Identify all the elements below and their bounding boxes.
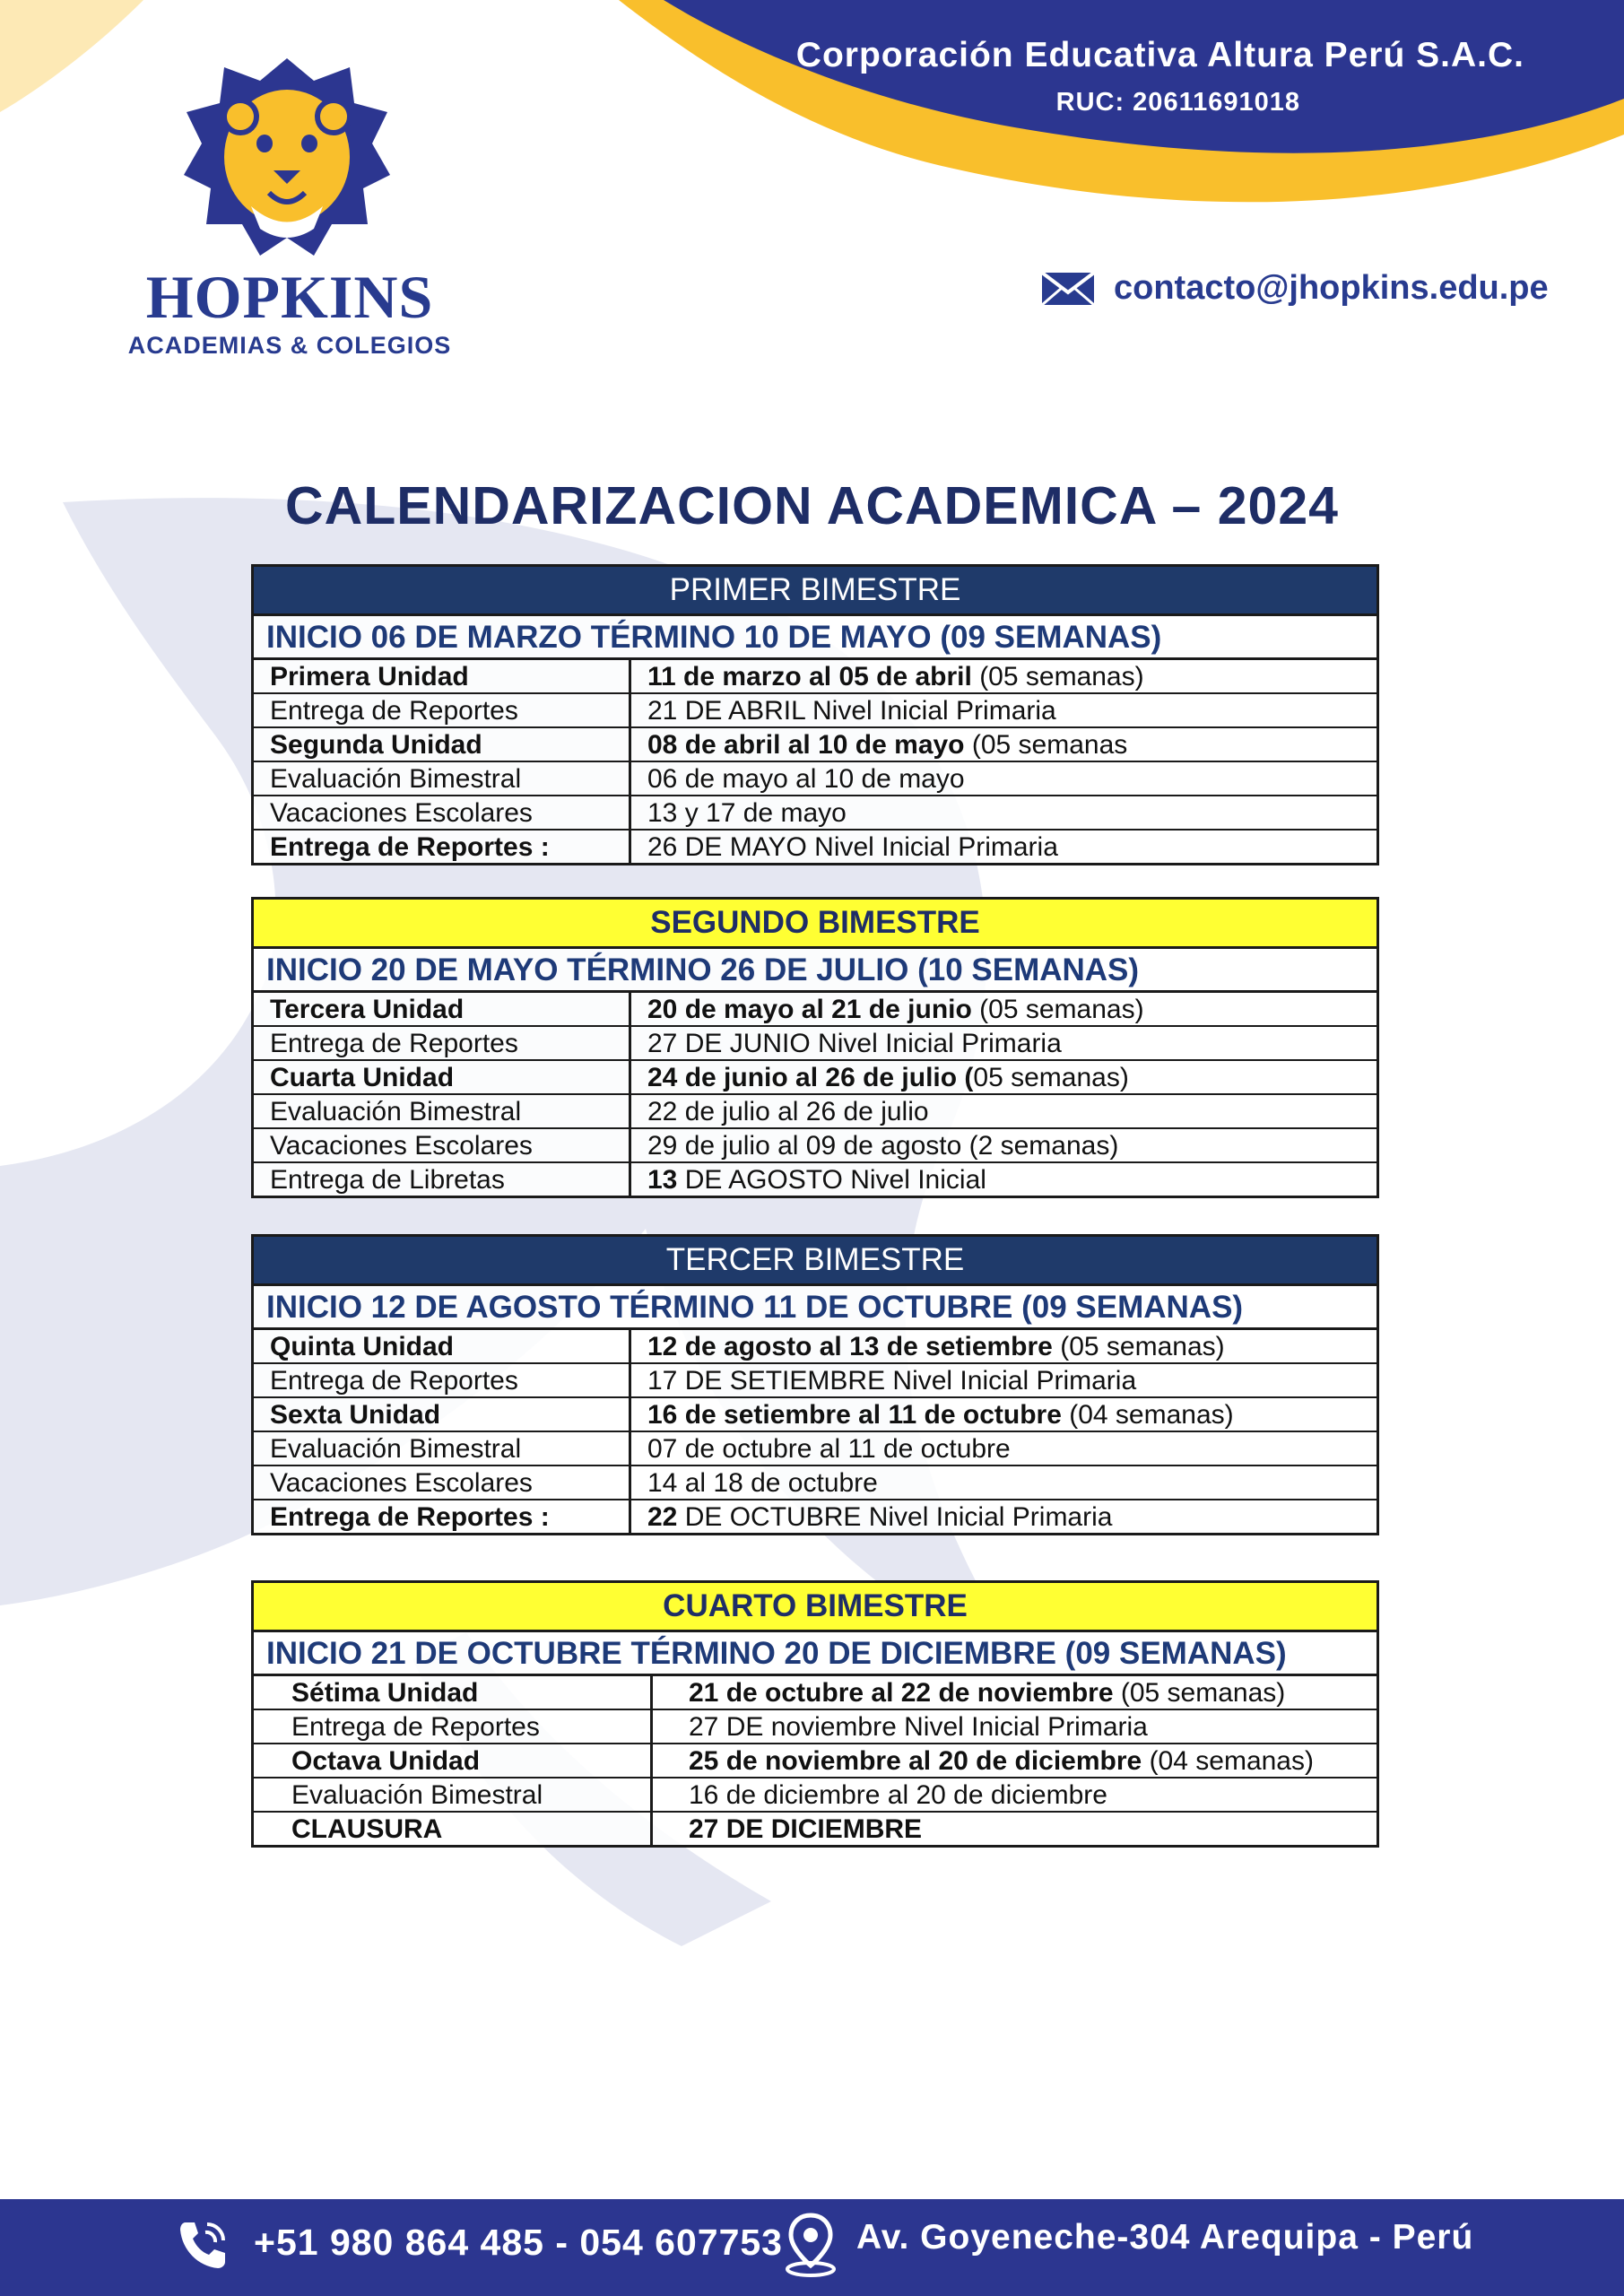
row-label: Evaluación Bimestral xyxy=(254,762,631,795)
row-value-text: DE AGOSTO Nivel Inicial xyxy=(677,1165,986,1195)
row-value-text: 16 de diciembre al 20 de diciembre xyxy=(689,1780,1107,1810)
page-title: CALENDARIZACION ACADEMICA – 2024 xyxy=(285,476,1339,535)
table-row xyxy=(254,1744,1376,1779)
row-value xyxy=(631,660,1376,692)
row-value xyxy=(631,1466,1376,1499)
row-label: Entrega de Reportes xyxy=(254,694,631,726)
bimestre-table-1 xyxy=(251,564,1379,865)
phone-icon xyxy=(175,2217,230,2273)
table-row xyxy=(254,1710,1376,1744)
contact-email[interactable]: contacto@jhopkins.edu.pe xyxy=(1114,269,1549,307)
bimestre-heading: TERCER BIMESTRE xyxy=(254,1234,1376,1286)
row-label: Sexta Unidad xyxy=(254,1398,631,1431)
row-value-bold: 08 de abril al 10 de mayo xyxy=(647,730,965,760)
mail-icon xyxy=(1040,269,1096,309)
table-row xyxy=(254,1330,1376,1364)
row-label: Vacaciones Escolares xyxy=(254,1129,631,1161)
row-value-text: 05 semanas) xyxy=(973,1063,1129,1092)
row-value-bold: 12 de agosto al 13 de setiembre xyxy=(647,1332,1053,1361)
row-value-text: (05 semanas xyxy=(964,730,1128,760)
table-row xyxy=(254,1813,1376,1845)
row-value xyxy=(631,831,1376,863)
row-label: Cuarta Unidad xyxy=(254,1061,631,1093)
table-row xyxy=(254,1466,1376,1500)
table-row xyxy=(254,1779,1376,1813)
row-value-bold: 22 xyxy=(647,1502,678,1532)
table-row xyxy=(254,1095,1376,1129)
row-value xyxy=(631,1500,1376,1533)
bimestre-period: INICIO 12 DE AGOSTO TÉRMINO 11 DE OCTUBRE (09 SEMANAS) xyxy=(254,1286,1376,1330)
table-row xyxy=(254,1061,1376,1095)
row-value-text: 22 de julio al 26 de julio xyxy=(647,1097,929,1126)
table-row xyxy=(254,1027,1376,1061)
row-value xyxy=(653,1676,1376,1709)
row-value-text: 06 de mayo al 10 de mayo xyxy=(647,764,965,794)
bimestre-period: INICIO 06 DE MARZO TÉRMINO 10 DE MAYO (09 SEMANAS) xyxy=(254,616,1376,660)
table-row xyxy=(254,1364,1376,1398)
row-value-bold: 13 xyxy=(647,1165,678,1195)
table-row xyxy=(254,728,1376,762)
row-label: Evaluación Bimestral xyxy=(254,1095,631,1127)
row-value xyxy=(631,993,1376,1025)
row-value-text: (05 semanas) xyxy=(971,662,1144,691)
row-value-text: 29 de julio al 09 de agosto (2 semanas) xyxy=(647,1131,1119,1161)
table-row xyxy=(254,1432,1376,1466)
row-label: Entrega de Libretas xyxy=(254,1163,631,1196)
bimestre-heading: SEGUNDO BIMESTRE xyxy=(254,897,1376,949)
footer-address: Av. Goyeneche-304 Arequipa - Perú xyxy=(856,2218,1474,2257)
row-label: Evaluación Bimestral xyxy=(254,1779,653,1811)
table-row xyxy=(254,796,1376,831)
brand-subtitle: ACADEMIAS & COLEGIOS xyxy=(127,332,452,359)
row-value-bold: 27 DE DICIEMBRE xyxy=(689,1814,923,1844)
table-row xyxy=(254,993,1376,1027)
row-value xyxy=(631,1398,1376,1431)
row-value-bold: 16 de setiembre al 11 de octubre xyxy=(647,1400,1062,1430)
table-row xyxy=(254,694,1376,728)
table-row xyxy=(254,762,1376,796)
row-value-text: 13 y 17 de mayo xyxy=(647,798,847,828)
row-label: Entrega de Reportes xyxy=(254,1027,631,1059)
brand-name: HOPKINS xyxy=(145,263,434,331)
row-label: Octava Unidad xyxy=(254,1744,653,1777)
row-label: Primera Unidad xyxy=(254,660,631,692)
company-ruc: RUC: 20611691018 xyxy=(1055,88,1300,117)
row-value-text: 21 DE ABRIL Nivel Inicial Primaria xyxy=(647,696,1056,726)
row-label: CLAUSURA xyxy=(254,1813,653,1845)
row-label: Tercera Unidad xyxy=(254,993,631,1025)
row-value xyxy=(631,1061,1376,1093)
company-name: Corporación Educativa Altura Perú S.A.C. xyxy=(795,36,1524,74)
footer-phones[interactable]: +51 980 864 485 - 054 607753 xyxy=(254,2222,783,2263)
row-label: Entrega de Reportes xyxy=(254,1710,653,1743)
row-label: Entrega de Reportes : xyxy=(254,1500,631,1533)
row-value-text: 14 al 18 de octubre xyxy=(647,1468,878,1498)
row-value-text: 27 DE JUNIO Nivel Inicial Primaria xyxy=(647,1029,1062,1058)
row-label: Entrega de Reportes : xyxy=(254,831,631,863)
row-value xyxy=(631,1364,1376,1396)
row-value xyxy=(631,694,1376,726)
row-value-text: 27 DE noviembre Nivel Inicial Primaria xyxy=(689,1712,1148,1742)
bimestre-period: INICIO 21 DE OCTUBRE TÉRMINO 20 DE DICIEMBRE (09 SEMANAS) xyxy=(254,1632,1376,1676)
table-row xyxy=(254,831,1376,863)
row-label: Vacaciones Escolares xyxy=(254,796,631,829)
row-value xyxy=(631,1027,1376,1059)
table-row xyxy=(254,1398,1376,1432)
row-label: Entrega de Reportes xyxy=(254,1364,631,1396)
row-value xyxy=(653,1779,1376,1811)
location-pin-icon xyxy=(782,2212,839,2278)
row-value-text: 26 DE MAYO Nivel Inicial Primaria xyxy=(647,832,1058,862)
row-value xyxy=(631,1330,1376,1362)
bimestre-period: INICIO 20 DE MAYO TÉRMINO 26 DE JULIO (10 SEMANAS) xyxy=(254,949,1376,993)
row-value-bold: 24 de junio al 26 de julio ( xyxy=(647,1063,974,1092)
row-value xyxy=(631,1163,1376,1196)
row-label: Quinta Unidad xyxy=(254,1330,631,1362)
row-value-text: (04 semanas) xyxy=(1142,1746,1314,1776)
row-value-text: 17 DE SETIEMBRE Nivel Inicial Primaria xyxy=(647,1366,1137,1396)
bimestre-table-2 xyxy=(251,897,1379,1198)
row-value xyxy=(631,796,1376,829)
row-label: Sétima Unidad xyxy=(254,1676,653,1709)
row-value-text: (05 semanas) xyxy=(971,995,1144,1024)
row-value xyxy=(653,1813,1376,1845)
row-value-text: 07 de octubre al 11 de octubre xyxy=(647,1434,1011,1464)
row-label: Segunda Unidad xyxy=(254,728,631,761)
row-value xyxy=(631,728,1376,761)
row-label: Vacaciones Escolares xyxy=(254,1466,631,1499)
row-value xyxy=(631,762,1376,795)
bimestre-heading: PRIMER BIMESTRE xyxy=(254,564,1376,616)
bimestre-table-3 xyxy=(251,1234,1379,1535)
table-row xyxy=(254,1129,1376,1163)
bimestre-table-4 xyxy=(251,1580,1379,1848)
row-value-bold: 11 de marzo al 05 de abril xyxy=(647,662,972,691)
row-value-text: (05 semanas) xyxy=(1052,1332,1225,1361)
row-value-bold: 25 de noviembre al 20 de diciembre xyxy=(689,1746,1142,1776)
row-value-bold: 20 de mayo al 21 de junio xyxy=(647,995,972,1024)
row-value-text: (05 semanas) xyxy=(1113,1678,1286,1708)
row-label: Evaluación Bimestral xyxy=(254,1432,631,1465)
row-value-text: (04 semanas) xyxy=(1061,1400,1234,1430)
row-value xyxy=(653,1744,1376,1777)
table-row xyxy=(254,660,1376,694)
row-value xyxy=(631,1129,1376,1161)
table-row xyxy=(254,1676,1376,1710)
row-value-bold: 21 de octubre al 22 de noviembre xyxy=(689,1678,1114,1708)
row-value-text: DE OCTUBRE Nivel Inicial Primaria xyxy=(677,1502,1113,1532)
row-value xyxy=(653,1710,1376,1743)
row-value xyxy=(631,1432,1376,1465)
row-value xyxy=(631,1095,1376,1127)
lion-logo-icon xyxy=(179,54,395,260)
table-row xyxy=(254,1163,1376,1196)
table-row xyxy=(254,1500,1376,1533)
bimestre-heading: CUARTO BIMESTRE xyxy=(254,1580,1376,1632)
